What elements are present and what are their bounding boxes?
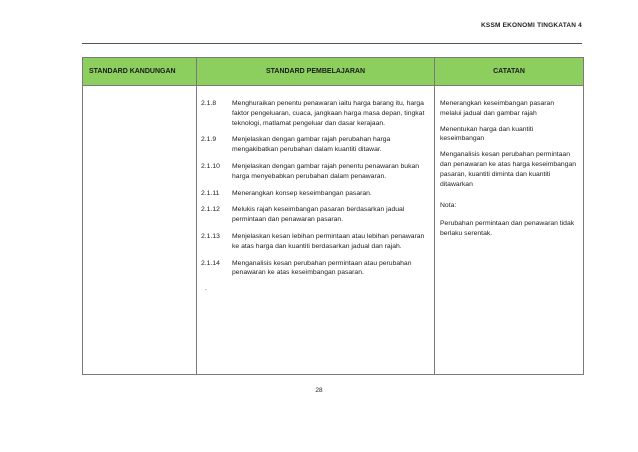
item-text: Menghuraikan penentu penawaran iaitu harga barang itu, harga faktor pengeluaran, cuaca, jangkaan harga masa depan, tingkat teknologi, matlamat pengeluar dan dasar kerajaan.	[232, 100, 425, 127]
header-divider	[82, 43, 582, 44]
item-text: Menjelaskan kesan lebihan permintaan atau lebihan penawaran ke atas harga dan kuantiti berdasarkan jadual dan rajah.	[232, 232, 425, 250]
note-text: Menerangkan keseimbangan pasaran melalui jadual dan gambar rajah	[440, 100, 555, 117]
table-row	[83, 86, 584, 375]
item-text: Menerangkan konsep keseimbangan pasaran.	[232, 189, 372, 197]
trailing-dot: .	[205, 285, 207, 293]
header-standard-kandungan: STANDARD KANDUNGAN	[83, 58, 197, 86]
item-text: Menjelaskan dengan gambar rajah perubahan harga mengakibatkan perubahan dalam kuantiti ditawar.	[232, 136, 391, 154]
learning-standard-item	[201, 99, 434, 128]
item-number: 2.1.9	[201, 136, 217, 144]
note-text: Menganalisis kesan perubahan permintaan dan penawaran ke atas harga keseimbangan pasaran, kuantiti diminta dan kuantiti ditawarkan	[440, 151, 577, 188]
item-number: 2.1.8	[201, 100, 217, 107]
document-header-title: KSSM EKONOMI TINGKATAN 4	[481, 22, 582, 29]
nota-label: Nota:	[440, 202, 457, 210]
page-number: 28	[315, 387, 323, 394]
nota-text: Perubahan permintaan dan penawaran tidak berlaku serentak.	[440, 220, 575, 237]
item-number: 2.1.10	[201, 162, 220, 170]
item-number: 2.1.11	[201, 189, 220, 197]
learning-standard-item	[201, 259, 434, 279]
table-header-row	[83, 58, 584, 86]
standard-kandungan-cell	[83, 86, 197, 375]
learning-standard-item	[201, 205, 434, 225]
item-number: 2.1.12	[201, 206, 220, 214]
learning-standard-item	[201, 162, 434, 182]
learning-standard-item	[201, 135, 434, 155]
learning-standard-item	[201, 189, 434, 199]
learning-standard-item	[201, 232, 434, 252]
item-text: Melukis rajah keseimbangan pasaran berdasarkan jadual permintaan dan penawaran pasaran.	[232, 206, 405, 224]
standard-pembelajaran-cell	[197, 86, 435, 375]
curriculum-table	[82, 57, 584, 375]
header-standard-pembelajaran: STANDARD PEMBELAJARAN	[197, 58, 435, 86]
item-number: 2.1.13	[201, 232, 220, 240]
note-text: Menentukan harga dan kuantiti keseimbangan	[440, 125, 534, 143]
header-catatan: CATATAN	[435, 58, 584, 86]
catatan-cell	[435, 86, 584, 375]
item-text: Menganalisis kesan perubahan permintaan atau perubahan penawaran ke atas keseimbangan pasaran.	[232, 259, 412, 277]
item-text: Menjelaskan dengan gambar rajah penentu penawaran bukan harga menyebabkan perubahan dalam penawaran.	[232, 162, 420, 180]
item-number: 2.1.14	[201, 259, 220, 267]
